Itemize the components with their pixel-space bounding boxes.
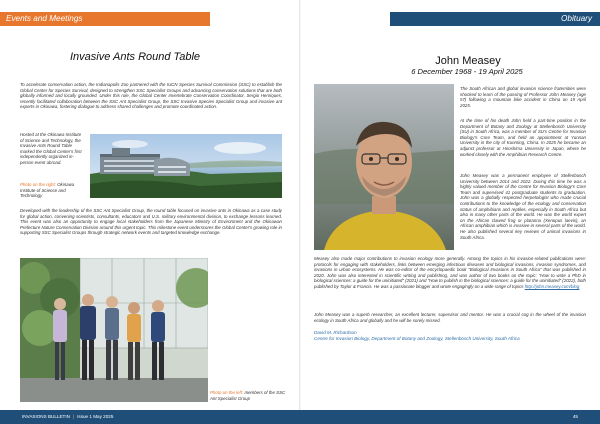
obit-paragraph-5: John Measey was a superb researcher, an excellent lecturer, supervisor and mentor. He was a crucial cog in the wheel of the invasion ecology in South Africa and globally and he will be sorely missed.	[314, 312, 586, 323]
footer-issue: Issue 1 May 2025	[77, 414, 114, 419]
obit-paragraph-1: The South African and global invasion science fraternities were shocked to learn of the passing of Professor John Measey (age 57) following a mountain bike accident in China on 19 April 2025.	[460, 86, 586, 108]
footer-right	[300, 410, 600, 424]
caption-label: Photo on the right:	[20, 182, 56, 187]
page-number: 45	[572, 414, 578, 419]
obit-paragraph-2: At the time of his death John held a part-time position in the Department of Botany and Zoology at Stellenbosch University (SU) in South Africa, was a member of SU's Centre for Invasion Biology's Core Team, and held an appointment at Yunnan University in the city of Kunming, China. In 2025 he became an adjunct professor at Hiroshima University in Japan, where he worked closely with the Amphibian Research Centre.	[460, 118, 586, 157]
portrait-john-measey	[314, 84, 454, 250]
caption-label: Photo on the left:	[210, 390, 244, 395]
obit-paragraph-4	[314, 256, 586, 290]
caption-text: Okinawa Institute of Science and Technology	[20, 182, 75, 199]
photo-okinawa-institute	[90, 134, 282, 198]
intro-paragraph: To accelerate conservation action, the Indianapolis Zoo partnered with the IUCN Species Survival Commission (SSC) to establish the Global Center for Species Survival, designed to strengthen SSC Specialist Groups and advancing conservation solutions that are both globally informed and locally grounded. Under this role, the Global Center Invertebrate Conservation Coordinator, Sergio Henriques, recently facilitated collaboration between the SSC Ant Specialist Group, the SSC Invasive Species Specialist Group and invasive ant experts in Okinawa, fostering dialogue to address shared challenges and promote coordinated action.	[20, 82, 282, 110]
section-header-events: Events and Meetings	[0, 12, 210, 26]
author-name: David M. Richardson	[314, 330, 357, 335]
author-affiliation: Centre for Invasion Biology, Department of Botany and Zoology, Stellenbosch University, South Africa	[314, 335, 520, 341]
author-signature	[314, 330, 586, 342]
photo-caption-left	[210, 390, 290, 401]
side-paragraph: Hosted at the Okinawa Institute of Science and Technology, the Invasive Ants Round Table marked the Global Center's first independently organized in-person event abroad.	[20, 132, 82, 165]
page-gutter	[299, 0, 301, 410]
obituary-dates: 6 December 1968 - 19 April 2025	[411, 67, 523, 76]
photo-caption-right	[20, 182, 88, 199]
photo-ant-specialist-group	[20, 258, 208, 402]
section-header-obituary: Obituary	[390, 12, 600, 26]
footer-left: INVASIONS BULLETIN | Issue 1 May 2025	[0, 410, 300, 424]
obit-paragraph-3: John Measey was a permanent employee of Stellenbosch University between 2014 and 2022. During this time he was a highly valued member of the Centre for Invasion Biology's Core Team and supervised 41 postgraduate students to graduation. John was a globally respected herpetologist who made crucial contributions to the knowledge of the ecology and conservation status of amphibians and reptiles, especially in South Africa but also in many other parts of the world. He was the world expert on the African clawed frog or platanna (Xenopus laevis), an African amphibian which is invasive in several parts of the world. He also published several key reviews of animal invasions in South Africa.	[460, 173, 586, 240]
article-title-left: Invasive Ants Round Table	[70, 51, 201, 63]
blog-link[interactable]: http://john.measey.com/blog	[524, 283, 580, 289]
article-title-right: John Measey	[435, 55, 501, 67]
body-paragraph: Developed with the leadership of the SSC Ant Specialist Group, the round table focused on invasive ants in Okinawa as a case study for global action, convening scientists, consultants, educators and U.S. military environmental division, to exchange lessons learned. This event was also an opportunity to engage local stakeholders from the Japanese Ministry of Environment and the Okinawan Prefecture Nature Conservation Division around this urgent topic. This milestone event underscores the Global Center's growing role in supporting SSC Specialist Groups through strategic network events and targeted knowledge exchange.	[20, 208, 282, 236]
obit-paragraph-4-text: Measey also made major contributions to invasion ecology more generally. Among the topics in his invasion-related publications were: protocols for engaging with stakeholders, links between emerging infectious diseases and biological invasions, invasion syndromes, and invasions in urban ecosystems. He was co-editor of the encyclopaedic book "Biological Invasions in South Africa" that was published in 2020. John was also interested in scientific writing and publishing, and was author of two books on the topic: "How to write a PhD in biological sciences: a guide for the uninitiated" (2021) and "How to publish in the biological sciences: a guide for the uninitiated" (2022), both published by Taylor & Francis. He was a passionate blogger and wrote engagingly on a wide range of topics	[314, 256, 586, 289]
footer-publication: INVASIONS BULLETIN	[22, 414, 70, 419]
caption-text: members of the SSC Ant Specialist Group	[210, 390, 286, 401]
